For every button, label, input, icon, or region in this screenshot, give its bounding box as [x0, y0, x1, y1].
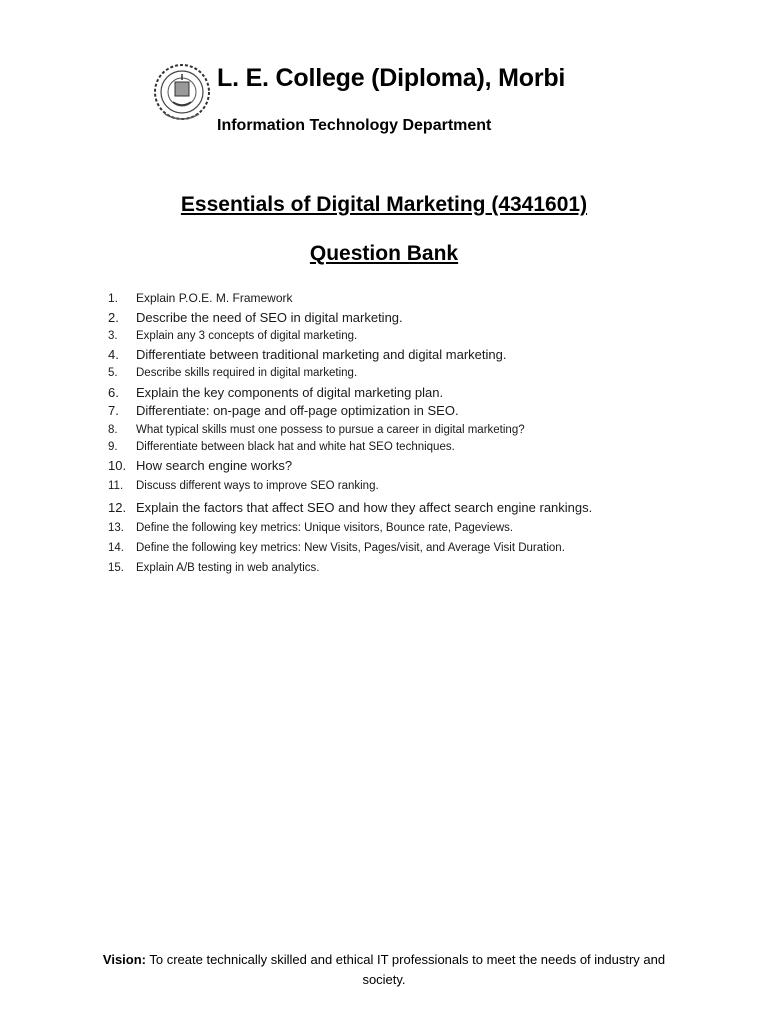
question-number: 7. [108, 403, 119, 418]
question-item [108, 291, 293, 305]
question-item [108, 458, 292, 473]
question-number: 5. [108, 367, 118, 379]
question-number: 6. [108, 385, 119, 400]
question-text: How search engine works? [136, 458, 293, 473]
question-item [108, 542, 565, 554]
question-text: Explain any 3 concepts of digital marketing. [136, 330, 358, 342]
question-item [108, 522, 513, 534]
course-title [0, 193, 768, 217]
question-item [108, 367, 357, 379]
department-name: Information Technology Department [217, 117, 492, 134]
vision-statement [90, 950, 678, 990]
question-number: 10. [108, 458, 127, 473]
question-item [108, 403, 459, 418]
question-item [108, 500, 592, 515]
question-text: Differentiate: on-page and off-page optimization in SEO. [136, 403, 459, 418]
question-text: Differentiate between traditional marketing and digital marketing. [136, 347, 507, 362]
question-text: Explain the factors that affect SEO and how they affect search engine rankings. [136, 500, 593, 515]
question-text: Differentiate between black hat and white hat SEO techniques. [136, 441, 455, 453]
question-text: Explain P.O.E. M. Framework [136, 291, 293, 305]
question-text: Describe skills required in digital marketing. [136, 367, 358, 379]
question-number: 1. [108, 291, 119, 305]
question-number: 3. [108, 330, 118, 342]
question-number: 4. [108, 347, 119, 362]
question-number: 8. [108, 424, 118, 436]
question-number: 15. [108, 562, 124, 574]
question-item [108, 385, 443, 400]
question-item [108, 330, 357, 342]
question-text: Define the following key metrics: New Visits, Pages/visit, and Average Visit Duration. [136, 542, 565, 554]
question-item [108, 480, 379, 492]
question-item [108, 347, 506, 362]
question-text: Describe the need of SEO in digital marketing. [136, 310, 403, 325]
question-number: 12. [108, 500, 127, 515]
question-item [108, 441, 455, 453]
question-number: 9. [108, 441, 118, 453]
document-header [153, 62, 613, 142]
question-item [108, 424, 525, 436]
question-text: Discuss different ways to improve SEO ranking. [136, 480, 379, 492]
question-number: 13. [108, 522, 124, 534]
vision-text: To create technically skilled and ethical IT professionals to meet the needs of industry and society. [146, 952, 666, 987]
course-title-text: Essentials of Digital Marketing (4341601) [180, 193, 588, 216]
question-text: Define the following key metrics: Unique visitors, Bounce rate, Pageviews. [136, 522, 514, 534]
question-text: Explain A/B testing in web analytics. [136, 562, 320, 574]
college-emblem-logo [153, 62, 211, 124]
college-name: L. E. College (Diploma), Morbi [217, 64, 566, 92]
question-number: 11. [108, 480, 124, 492]
question-bank-title [0, 242, 768, 266]
question-text: Explain the key components of digital marketing plan. [136, 385, 444, 400]
question-bank-title-text: Question Bank [309, 242, 459, 265]
question-item [108, 562, 319, 574]
question-item [108, 310, 403, 325]
question-text: What typical skills must one possess to pursue a career in digital marketing? [136, 424, 525, 436]
vision-label: Vision: [102, 952, 146, 967]
question-number: 14. [108, 542, 124, 554]
question-number: 2. [108, 310, 119, 325]
